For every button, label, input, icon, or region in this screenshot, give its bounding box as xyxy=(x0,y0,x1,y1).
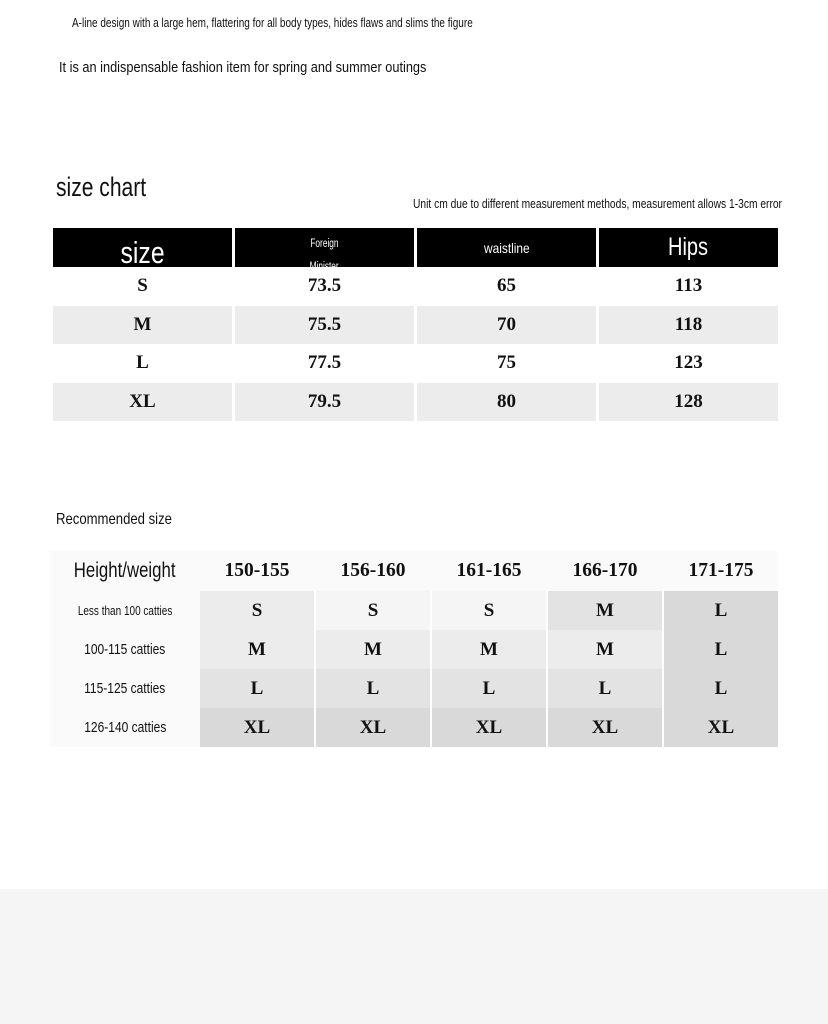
size-cell: M xyxy=(432,630,546,669)
header-foreign-line1: Foreign xyxy=(310,237,339,250)
footer-band xyxy=(0,889,828,1024)
cell-hips: 118 xyxy=(599,306,778,345)
size-cell: M xyxy=(316,630,430,669)
size-cell: S xyxy=(200,591,314,630)
size-chart-title: size chart xyxy=(56,172,147,202)
weight-label: 115-125 catties xyxy=(50,669,200,708)
recommended-size-table xyxy=(50,551,777,747)
size-cell: XL xyxy=(200,708,314,747)
table-row xyxy=(50,669,777,708)
size-cell: XL xyxy=(548,708,662,747)
size-cell: L xyxy=(548,669,662,708)
size-cell: XL xyxy=(432,708,546,747)
header-height-weight: Height/weight xyxy=(50,551,200,591)
weight-label: 126-140 catties xyxy=(50,708,200,747)
header-waistline: waistline xyxy=(417,228,596,267)
header-size: size xyxy=(53,228,232,267)
cell-hips: 123 xyxy=(674,352,703,374)
recommended-size-title: Recommended size xyxy=(56,511,172,528)
size-cell: L xyxy=(432,669,546,708)
cell-size: L xyxy=(136,352,149,374)
size-cell: L xyxy=(200,669,314,708)
cell-size: S xyxy=(137,275,148,297)
header-foreign-line2: Minister xyxy=(309,260,340,273)
cell-foreign: 73.5 xyxy=(307,275,342,297)
header-height: 161-165 xyxy=(432,551,546,591)
size-cell: M xyxy=(200,630,314,669)
table-row xyxy=(53,344,777,383)
size-chart-header-row xyxy=(53,228,777,273)
header-height: 156-160 xyxy=(316,551,430,591)
size-cell: XL xyxy=(664,708,778,747)
table-row xyxy=(53,306,777,345)
cell-foreign: 75.5 xyxy=(235,306,414,345)
size-cell: L xyxy=(664,591,778,630)
weight-label: 100-115 catties xyxy=(50,630,200,669)
header-hips: Hips xyxy=(599,228,778,267)
recommended-header-row xyxy=(50,551,777,591)
size-cell: L xyxy=(316,669,430,708)
size-cell: L xyxy=(664,630,778,669)
intro-line-1: A-line design with a large hem, flattering for all body types, hides flaws and slims the figure xyxy=(72,16,473,30)
cell-size: M xyxy=(53,306,232,345)
cell-foreign: 79.5 xyxy=(235,383,414,422)
table-row xyxy=(50,708,777,747)
size-cell: L xyxy=(664,669,778,708)
cell-hips: 128 xyxy=(599,383,778,422)
cell-foreign: 77.5 xyxy=(307,352,342,374)
unit-note: Unit cm due to different measurement methods, measurement allows 1-3cm error xyxy=(413,197,782,211)
size-cell: S xyxy=(316,591,430,630)
table-row xyxy=(50,630,777,669)
size-cell: M xyxy=(548,591,662,630)
header-height: 166-170 xyxy=(548,551,662,591)
size-chart-table xyxy=(53,228,777,421)
cell-waist: 70 xyxy=(417,306,596,345)
cell-hips: 113 xyxy=(674,275,703,297)
size-cell: XL xyxy=(316,708,430,747)
intro-line-2: It is an indispensable fashion item for spring and summer outings xyxy=(59,60,427,76)
size-cell: M xyxy=(548,630,662,669)
cell-waist: 75 xyxy=(497,352,516,374)
header-height: 171-175 xyxy=(664,551,778,591)
table-row xyxy=(53,383,777,422)
cell-waist: 80 xyxy=(417,383,596,422)
cell-size: XL xyxy=(53,383,232,422)
weight-label: Less than 100 catties xyxy=(50,591,200,630)
table-row xyxy=(50,591,777,630)
cell-waist: 65 xyxy=(497,275,516,297)
header-foreign-minister xyxy=(235,228,414,273)
size-cell: S xyxy=(432,591,546,630)
header-height: 150-155 xyxy=(200,551,314,591)
table-row xyxy=(53,267,777,306)
